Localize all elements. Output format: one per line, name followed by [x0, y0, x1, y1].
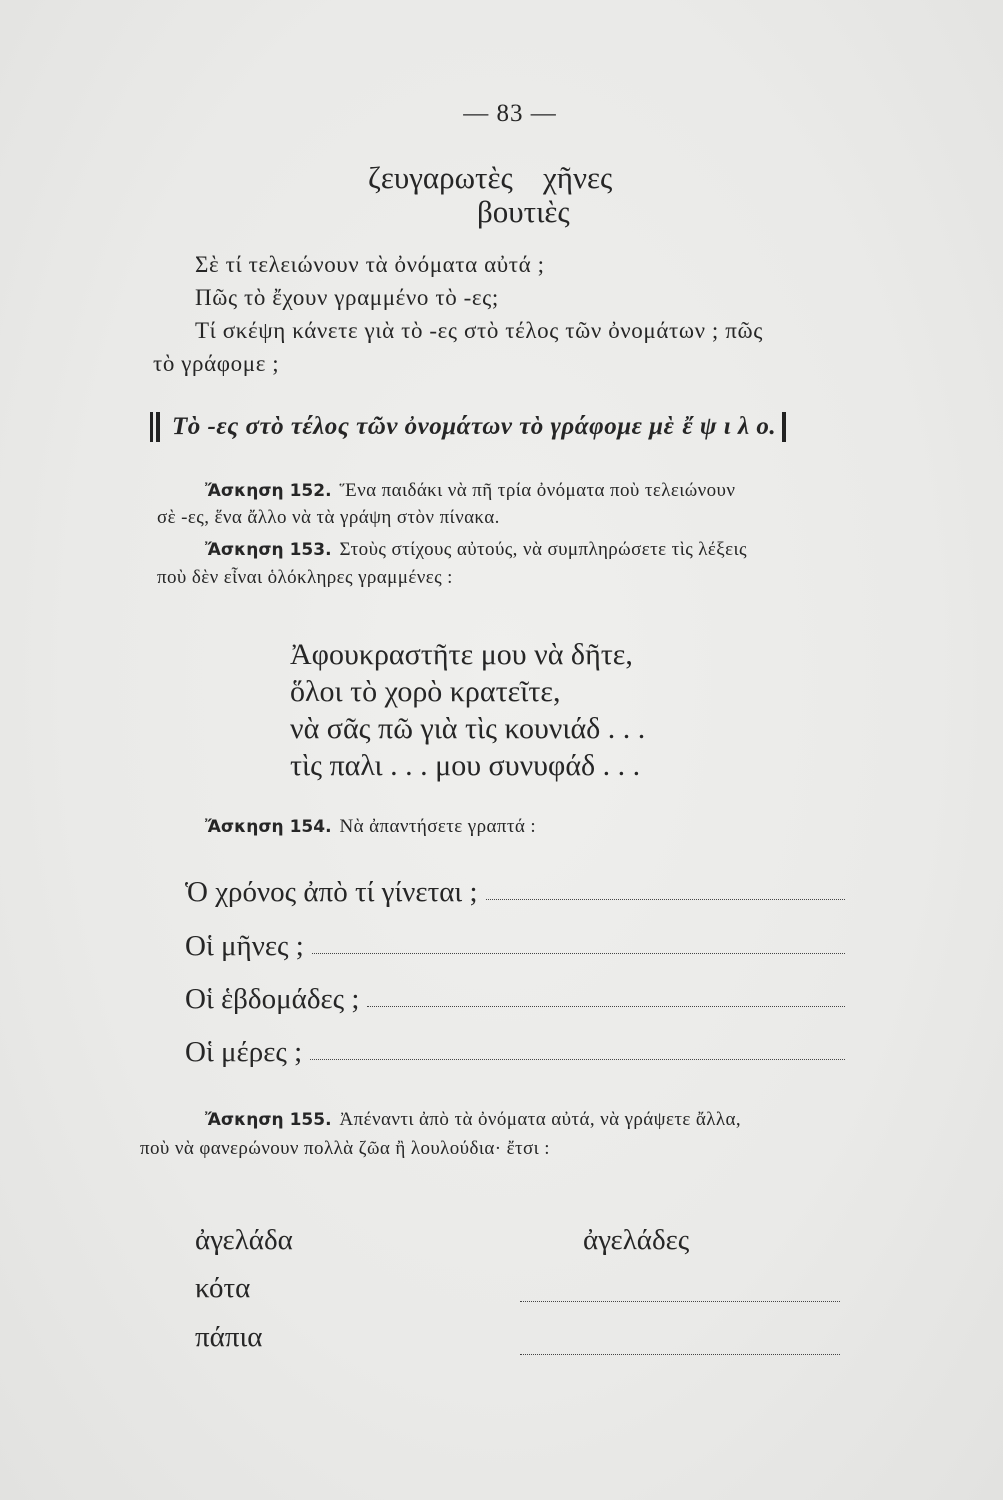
answer-question: Οἱ ἑβδομάδες ;	[185, 983, 360, 1015]
exercise-155-line: ποὺ νὰ φανερώνουν πολλὰ ζῶα ἢ λουλούδια· ἔτσι :	[140, 1138, 550, 1159]
word-left: πάπια	[195, 1321, 263, 1353]
exercise-text: Νὰ ἀπαντήσετε γραπτά :	[339, 816, 537, 837]
answer-row	[185, 930, 845, 963]
rule-bar	[156, 412, 160, 442]
exercise-label: Ἄσκηση 153.	[205, 540, 332, 560]
answer-question: Οἱ μέρες ;	[185, 1036, 303, 1068]
heading-word: βουτιὲς	[477, 194, 570, 229]
poem	[290, 636, 645, 784]
poem-line: Ἀφουκραστῆτε μου νὰ δῆτε,	[290, 638, 633, 671]
poem-line: τὶς παλι . . . μου συνυφάδ . . .	[290, 749, 641, 782]
answer-dotted-line	[367, 1005, 845, 1007]
heading-word: χῆνες	[543, 160, 613, 195]
answer-row	[185, 983, 845, 1016]
word-left: ἀγελάδα	[195, 1224, 293, 1256]
exercise-153-line	[205, 539, 747, 561]
exercise-153-line: ποὺ δὲν εἶναι ὁλόκληρες γραμμένες :	[157, 567, 453, 588]
rule-text: Τὸ -ες στὸ τέλος τῶν ὀνομάτων τὸ γράφομε μὲ	[172, 413, 675, 440]
exercise-text: Ἀπέναντι ἀπὸ τὰ ὀνόματα αὐτά, νὰ γράψετε ἄλλα,	[339, 1109, 741, 1130]
heading-word: ζευγαρωτὲς	[368, 160, 513, 195]
word-right: ἀγελάδες	[583, 1224, 690, 1256]
page-number: — 83 —	[463, 100, 557, 127]
answer-dotted-line	[520, 1301, 840, 1302]
rule-emphasis: ἔ ψ ι λ ο.	[682, 413, 777, 440]
question-line: Πῶς τὸ ἔχουν γραμμένο τὸ -ες;	[195, 285, 499, 310]
poem-line: νὰ σᾶς πῶ γιὰ τὶς κουνιάδ . . .	[290, 712, 646, 745]
word-left: κότα	[195, 1272, 251, 1304]
exercise-label: Ἄσκηση 155.	[205, 1110, 332, 1130]
exercise-152-line: σὲ -ες, ἕνα ἄλλο νὰ τὰ γράψη στὸν πίνακα.	[157, 507, 500, 528]
exercise-label: Ἄσκηση 152.	[205, 481, 332, 501]
exercise-152-line	[205, 480, 735, 502]
answer-dotted-line	[520, 1354, 840, 1355]
poem-line: ὅλοι τὸ χορὸ κρατεῖτε,	[290, 675, 561, 708]
rule-bar	[150, 412, 153, 442]
answer-dotted-line	[312, 952, 845, 954]
rule-bar	[782, 412, 786, 442]
question-line: Τί σκέψη κάνετε γιὰ τὸ -ες στὸ τέλος τῶν ὀνομάτων ; πῶς	[195, 318, 763, 343]
exercise-155-line	[205, 1109, 741, 1131]
answer-question: Οἱ μῆνες ;	[185, 930, 304, 962]
exercise-text: Ἕνα παιδάκι νὰ πῆ τρία ὀνόματα ποὺ τελειώνουν	[339, 480, 736, 501]
exercise-text: Στοὺς στίχους αὐτούς, νὰ συμπληρώσετε τὶς λέξεις	[339, 539, 747, 560]
rule-box	[150, 412, 786, 442]
answer-question: Ὁ χρόνος ἀπὸ τί γίνεται ;	[185, 876, 478, 908]
exercise-label: Ἄσκηση 154.	[205, 817, 332, 837]
answer-row	[185, 1036, 845, 1069]
question-line: Σὲ τί τελειώνουν τὰ ὀνόματα αὐτά ;	[195, 252, 545, 277]
question-line: τὸ γράφομε ;	[153, 351, 280, 376]
answer-row	[185, 876, 845, 909]
exercise-154-line	[205, 816, 536, 838]
answer-dotted-line	[310, 1058, 845, 1060]
answer-dotted-line	[486, 898, 845, 900]
